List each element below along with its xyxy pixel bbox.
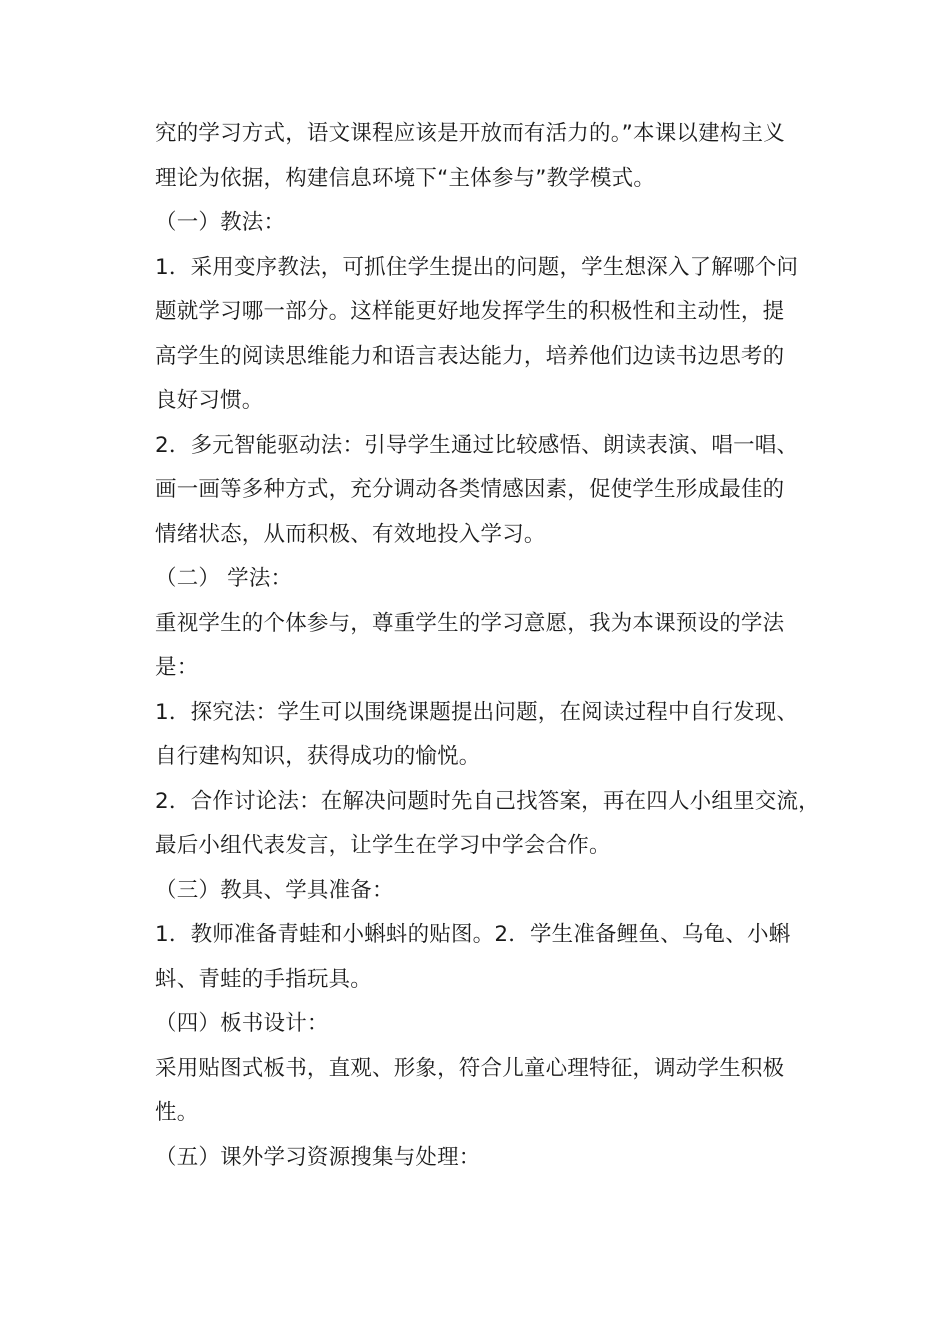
text-line: 性。 bbox=[155, 1100, 199, 1125]
section-heading: （二） 学法： bbox=[155, 566, 293, 591]
section-heading: （四）板书设计： bbox=[155, 1011, 329, 1036]
text-line: 究的学习方式，语文课程应该是开放而有活力的。”本课以建构主义 bbox=[155, 121, 785, 146]
text-line: 蚪、青蛙的手指玩具。 bbox=[155, 966, 373, 992]
text-line: 自行建构知识，获得成功的愉悦。 bbox=[155, 744, 481, 769]
text-line: 最后小组代表发言，让学生在学习中学会合作。 bbox=[155, 833, 611, 858]
section-heading: （一）教法： bbox=[155, 210, 286, 235]
text-line: 重视学生的个体参与，尊重学生的学习意愿，我为本课预设的学法 bbox=[155, 610, 785, 636]
section-heading: （五）课外学习资源搜集与处理： bbox=[155, 1144, 481, 1170]
text-line: 1．探究法：学生可以围绕课题提出问题，在阅读过程中自行发现、 bbox=[155, 699, 799, 725]
text-line: 画一画等多种方式，充分调动各类情感因素，促使学生形成最佳的 bbox=[155, 477, 785, 502]
text-line: 是： bbox=[155, 655, 199, 680]
text-line: 采用贴图式板书，直观、形象，符合儿童心理特征，调动学生积极 bbox=[155, 1055, 785, 1081]
document-body bbox=[155, 112, 820, 1180]
text-line: 2．合作讨论法：在解决问题时先自己找答案，再在四人小组里交流， bbox=[155, 788, 820, 814]
text-line: 1．教师准备青蛙和小蝌蚪的贴图。2．学生准备鲤鱼、乌龟、小蝌 bbox=[155, 922, 791, 947]
section-heading: （三）教具、学具准备： bbox=[155, 877, 394, 903]
text-line: 题就学习哪一部分。这样能更好地发挥学生的积极性和主动性，提 bbox=[155, 299, 785, 324]
text-line: 高学生的阅读思维能力和语言表达能力，培养他们边读书边思考的 bbox=[155, 343, 785, 369]
text-line: 2．多元智能驱动法：引导学生通过比较感悟、朗读表演、唱一唱、 bbox=[155, 432, 799, 458]
text-line: 良好习惯。 bbox=[155, 388, 264, 413]
text-line: 情绪状态，从而积极、有效地投入学习。 bbox=[155, 521, 546, 547]
text-line: 1．采用变序教法，可抓住学生提出的问题，学生想深入了解哪个问 bbox=[155, 254, 799, 280]
text-line: 理论为依据，构建信息环境下“主体参与”教学模式。 bbox=[155, 165, 656, 191]
